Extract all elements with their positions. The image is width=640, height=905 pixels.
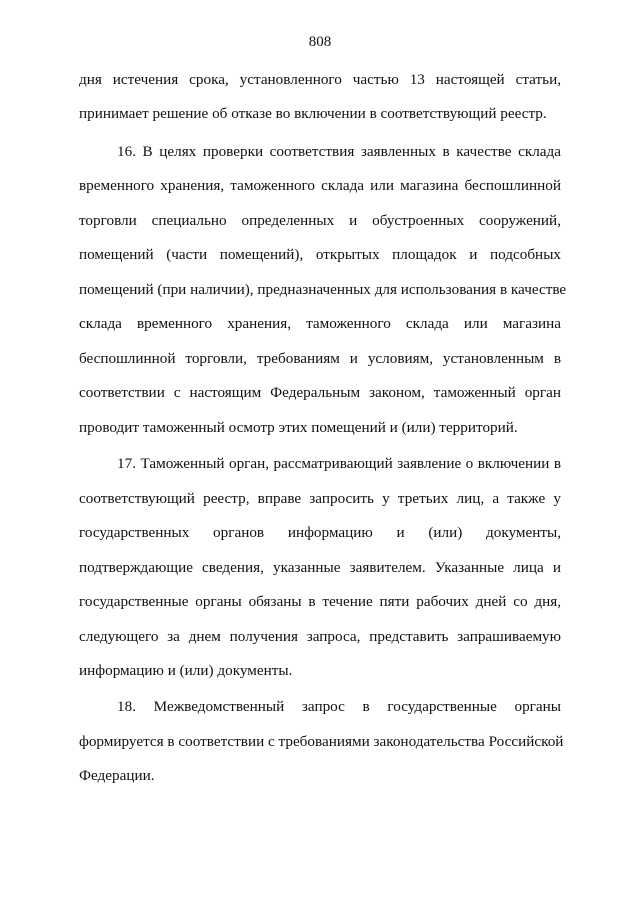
text-line: временного хранения, таможенного склада или магазина беспошлинной (79, 177, 561, 194)
text-line: проводит таможенный осмотр этих помещений и (или) территорий. (79, 419, 518, 436)
text-line: государственных органов информацию и (или) документы, (79, 524, 561, 541)
text-line: соответствии с настоящим Федеральным законом, таможенный орган (79, 384, 561, 401)
text-line: подтверждающие сведения, указанные заявителем. Указанные лица и (79, 559, 561, 576)
paragraph-17-first-line: 17. Таможенный орган, рассматривающий заявление о включении в (117, 455, 561, 472)
text-line: информацию и (или) документы. (79, 662, 293, 679)
page-number: 808 (308, 34, 332, 50)
paragraph-16-first-line: 16. В целях проверки соответствия заявленных в качестве склада (117, 143, 561, 160)
text-line: торговли специально определенных и обустроенных сооружений, (79, 212, 561, 229)
text-line: соответствующий реестр, вправе запросить у третьих лиц, а также у (79, 490, 561, 507)
text-line: склада временного хранения, таможенного склада или магазина (79, 315, 561, 332)
text-line: дня истечения срока, установленного частью 13 настоящей статьи, (79, 71, 561, 88)
text-line: принимает решение об отказе во включении в соответствующий реестр. (79, 105, 547, 122)
text-line: беспошлинной торговли, требованиям и условиям, установленным в (79, 350, 561, 367)
text-line: следующего за днем получения запроса, представить запрашиваемую (79, 628, 561, 645)
text-line: помещений (части помещений), открытых площадок и подсобных (79, 246, 561, 263)
text-line: помещений (при наличии), предназначенных для использования в качестве (79, 281, 567, 298)
text-line: государственные органы обязаны в течение пяти рабочих дней со дня, (79, 593, 561, 610)
text-line: Федерации. (79, 767, 155, 784)
text-line: формируется в соответствии с требованиями законодательства Российской (79, 733, 564, 750)
paragraph-18-first-line: 18. Межведомственный запрос в государственные органы (117, 698, 561, 715)
